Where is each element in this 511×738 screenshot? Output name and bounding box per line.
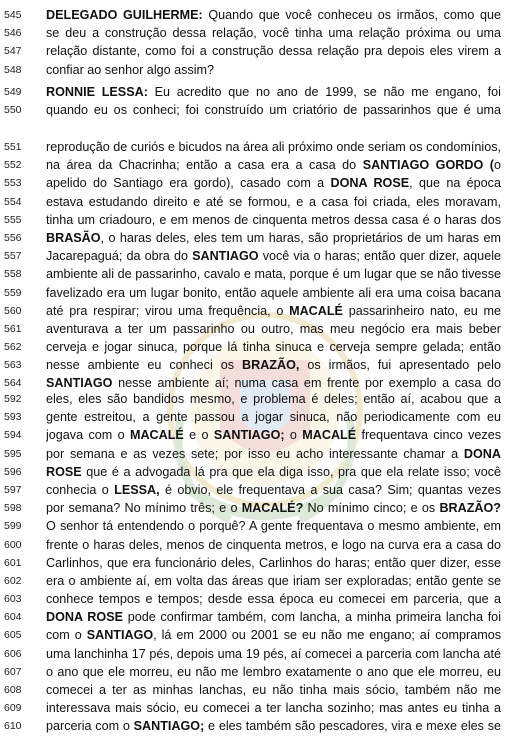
line-text [46, 608, 501, 626]
line-number: 593 [4, 411, 22, 424]
transcript-line [0, 193, 511, 211]
line-text [46, 554, 501, 572]
line-number: 546 [4, 27, 22, 40]
line-number: 602 [4, 574, 22, 587]
text-segment: Carlinhos, que era funcionário deles, Carlinhos do haras; então quer dizer, esse [46, 555, 501, 570]
bold-name: DELEGADO GUILHERME: [46, 8, 203, 22]
line-text [46, 6, 501, 24]
line-text [46, 156, 501, 174]
line-number: 606 [4, 647, 22, 660]
transcript-line [0, 590, 511, 608]
line-number: 555 [4, 213, 22, 226]
text-segment: uma lanchinha 17 pés, depois uma 19 pés, aí comecei a parceria com lancha até [46, 646, 501, 661]
text-segment: parceria com o [46, 719, 134, 734]
line-number: 545 [4, 9, 22, 21]
line-number: 552 [4, 159, 22, 172]
line-number: 551 [4, 141, 22, 153]
transcript-line [0, 499, 511, 517]
transcript-line [0, 211, 511, 229]
text-segment: jogava com o [46, 428, 130, 443]
transcript-line [0, 265, 511, 283]
line-number: 610 [4, 720, 22, 733]
line-text [46, 174, 501, 192]
text-segment: e o [183, 428, 214, 443]
text-segment: reprodução de curiós e bicudos na área ali próximo onde seriam os condomínios, [46, 140, 501, 154]
line-text [46, 663, 501, 681]
bold-name: SANTIAGO [86, 628, 154, 643]
bold-name: SANTIAGO; [133, 719, 205, 734]
line-number: 562 [4, 341, 22, 354]
transcript-line [0, 42, 511, 60]
line-text [46, 408, 501, 426]
line-number: 559 [4, 286, 22, 299]
transcript-line [0, 6, 511, 24]
bold-name: BRASÃO [46, 230, 101, 245]
bold-name: SANTIAGO [46, 376, 113, 391]
line-number: 547 [4, 45, 22, 58]
text-segment: cerveja e jogar sinuca, porque lá tinha sinuca e cerveja sempre gelada; então [46, 340, 501, 355]
text-segment: o ano que ele morreu, eu não me lembro exatamente o ano que ele morreu, eu [46, 664, 501, 679]
line-number: 561 [4, 322, 22, 335]
transcript-line [0, 101, 511, 119]
text-segment: o [493, 158, 501, 173]
line-number: 564 [4, 377, 22, 390]
text-segment: passarinheiro nato, eu me [342, 303, 501, 318]
line-number: 550 [4, 104, 22, 117]
line-number: 557 [4, 250, 22, 263]
line-text [46, 61, 501, 79]
text-segment: Jacarepaguá; da obra do [46, 249, 193, 264]
line-number: 554 [4, 195, 22, 208]
transcript-line [0, 681, 511, 699]
line-number: 558 [4, 268, 22, 281]
line-text [46, 463, 501, 481]
line-number: 597 [4, 483, 22, 496]
text-segment: é obvio, ele frequentava a sua casa? Sim; quantas vezes [159, 482, 501, 497]
line-text [46, 590, 501, 608]
text-segment: era o ambiente aí, em volta das áreas que iriam ser exploradas; então gente se [46, 573, 501, 588]
line-number: 592 [4, 393, 22, 405]
bold-name: MACALÉ [129, 428, 184, 443]
transcript-block [0, 390, 511, 736]
line-number: 607 [4, 665, 22, 678]
line-number: 594 [4, 429, 22, 442]
line-text [46, 338, 501, 356]
text-segment: nesse ambiente aí; numa casa em frente por exemplo a casa do [112, 376, 501, 391]
line-number: 601 [4, 556, 22, 569]
transcript-line [0, 463, 511, 481]
text-segment: pode confirmar também, com lancha, a minha primeira lancha foi [123, 610, 501, 625]
text-segment: se deu a construção dessa relação, você tinha uma relação próxima ou uma [46, 26, 501, 41]
bold-name: RONNIE LESSA: [46, 85, 148, 99]
line-text [46, 626, 501, 644]
line-text [46, 320, 501, 338]
text-segment: Quando que você conheceu os irmãos, como que [202, 8, 501, 22]
text-segment: os irmãos, fui apresentado pelo [299, 358, 501, 373]
line-number: 560 [4, 304, 22, 317]
text-segment: confiar ao senhor algo assim? [46, 62, 215, 77]
text-segment: , o haras deles, eles tem um haras, são proprietários de um haras em [100, 230, 501, 245]
line-text [46, 302, 501, 320]
text-segment: gente estreitou, a gente passou a jogar sinuca, não periodicamente com eu [46, 410, 501, 425]
line-text [46, 265, 501, 283]
transcript-line [0, 156, 511, 174]
text-segment: frequentava cinco vezes [356, 428, 501, 443]
line-text [46, 42, 501, 60]
line-number: 605 [4, 629, 22, 642]
text-segment: No mínimo cinco; e os [303, 501, 440, 516]
bold-name: DONA ROSE [46, 610, 123, 625]
line-number: 596 [4, 465, 22, 478]
line-number: 548 [4, 63, 22, 76]
bold-name: SANTIAGO; [213, 428, 285, 443]
transcript-line [0, 284, 511, 302]
line-number: 609 [4, 702, 22, 715]
line-text [46, 699, 501, 717]
transcript-line [0, 83, 511, 101]
transcript-line [0, 24, 511, 42]
line-text [46, 499, 501, 517]
transcript-line [0, 426, 511, 444]
text-segment: o [284, 428, 303, 443]
line-text [46, 247, 501, 265]
text-segment: ambiente ali de passarinho, cavalo e mata, porque é um lugar que se não tivesse [46, 267, 501, 282]
text-segment: favelizado era um lugar bonito, então aquele ambiente ali era uma coisa bacana [46, 285, 501, 300]
transcript-block [0, 83, 511, 119]
text-segment: apelido do Santiago era gordo), casado com a [46, 176, 331, 191]
text-segment: até pra respirar; virou uma frequência, o [46, 303, 290, 318]
text-segment: interessava mais sócio, eu comecei a ter lancha sozinho; mas antes eu tinha a [46, 701, 501, 716]
bold-name: MACALÉ [289, 303, 343, 318]
text-segment: quando eu os conheci; foi construído um criatório de passarinhos que é uma [46, 103, 501, 118]
transcript-line [0, 608, 511, 626]
text-segment: frente o haras deles, menos de cinquenta metros, e logo na curva era a casa do [46, 537, 501, 552]
text-segment: por semana e as vezes sete; por isso eu acho interessante chamar a [46, 446, 464, 461]
text-segment: nesse ambiente eu conheci os [46, 358, 243, 373]
transcript-block [0, 138, 511, 393]
line-text [46, 101, 501, 119]
line-text [46, 193, 501, 211]
bold-name: BRAZÃO, [242, 358, 300, 373]
bold-name: BRAZÃO? [439, 501, 501, 516]
transcript-line [0, 554, 511, 572]
transcript-line [0, 302, 511, 320]
transcript-line [0, 61, 511, 79]
transcript-line [0, 390, 511, 408]
transcript-line [0, 517, 511, 535]
line-number: 553 [4, 177, 22, 190]
bold-name: DONA ROSE [330, 176, 410, 191]
line-text [46, 572, 501, 590]
line-text [46, 211, 501, 229]
bold-name: ROSE [46, 464, 82, 479]
line-text [46, 517, 501, 535]
text-segment: você via o haras; então quer dizer, aquele [258, 249, 501, 264]
line-text [46, 645, 501, 663]
transcript-line [0, 174, 511, 192]
line-text [46, 390, 501, 408]
text-segment: com o [46, 628, 87, 643]
transcript-line [0, 356, 511, 374]
text-segment: estava estudando direito e até se formou, e a casa foi criada, eles moravam, [46, 194, 501, 209]
line-number: 598 [4, 502, 22, 515]
line-text [46, 426, 501, 444]
line-number: 595 [4, 447, 22, 460]
text-segment: O senhor tá entendendo o porquê? A gente frequentava o mesmo ambiente, em [46, 519, 501, 534]
text-segment: tinha um criadouro, e em menos de cinquenta metros dessa casa é o haras dos [46, 212, 501, 227]
transcript-line [0, 536, 511, 554]
text-segment: Eu acredito que no ano de 1999, se não me engano, foi [147, 85, 501, 99]
line-text [46, 356, 501, 374]
text-segment: por semana? No mínimo três; e o [46, 501, 242, 516]
text-segment: conhecia o [46, 482, 115, 497]
transcript-line [0, 481, 511, 499]
transcript-line [0, 572, 511, 590]
line-text [46, 83, 501, 101]
transcript-line [0, 320, 511, 338]
text-segment: comecei a ter as minhas lanchas, eu não tinha mais sócio, também não me [46, 683, 501, 697]
transcript-line [0, 699, 511, 717]
transcript-line [0, 247, 511, 265]
line-text [46, 284, 501, 302]
transcript-line [0, 645, 511, 663]
text-segment: que é a advogada lá pra que ela diga isso, pra que ela relate isso; você [81, 464, 501, 479]
text-segment: , que na época [409, 176, 501, 191]
bold-name: MACALÉ? [241, 501, 304, 516]
line-number: 599 [4, 520, 22, 533]
transcript-line [0, 626, 511, 644]
transcript-line [0, 717, 511, 735]
line-number: 604 [4, 611, 22, 624]
transcript-line [0, 338, 511, 356]
line-text [46, 138, 501, 156]
line-number: 608 [4, 684, 22, 696]
line-text [46, 229, 501, 247]
text-segment: e eles também são pescadores, vira e mexe eles se [204, 719, 501, 734]
line-number: 549 [4, 86, 22, 98]
line-number: 603 [4, 593, 22, 606]
bold-name: SANTIAGO GORDO ( [362, 158, 494, 173]
transcript-line [0, 663, 511, 681]
line-text [46, 717, 501, 735]
text-segment: na área da Chacrinha; então a casa era a casa do [46, 158, 363, 173]
bold-name: LESSA, [114, 482, 160, 497]
line-text [46, 536, 501, 554]
line-number: 556 [4, 231, 22, 244]
text-segment: eles, eles são bandidos mesmo, e problema é deles; então aí, acabou que a [46, 392, 501, 406]
bold-name: SANTIAGO [192, 249, 259, 264]
transcript-block [0, 6, 511, 79]
line-text [46, 681, 501, 699]
line-number: 600 [4, 538, 22, 551]
bold-name: MACALÉ [302, 428, 357, 443]
text-segment: conhece tempos e tempos; desde essa época eu comecei em parceria, que a [46, 592, 501, 607]
line-number: 563 [4, 359, 22, 372]
line-text [46, 24, 501, 42]
text-segment: aventurava a ter um passarinho ou outro, mas meu negócio era mais beber [46, 321, 501, 336]
text-segment: relação distante, como foi a construção dessa relação pra depois eles virem a [46, 44, 501, 59]
line-text [46, 481, 501, 499]
transcript-line [0, 138, 511, 156]
text-segment: , lá em 2000 ou 2001 se eu não me engano; aí compramos [153, 628, 501, 643]
transcript-line [0, 445, 511, 463]
bold-name: DONA [463, 446, 501, 461]
transcript-line [0, 229, 511, 247]
line-text [46, 445, 501, 463]
transcript-line [0, 408, 511, 426]
